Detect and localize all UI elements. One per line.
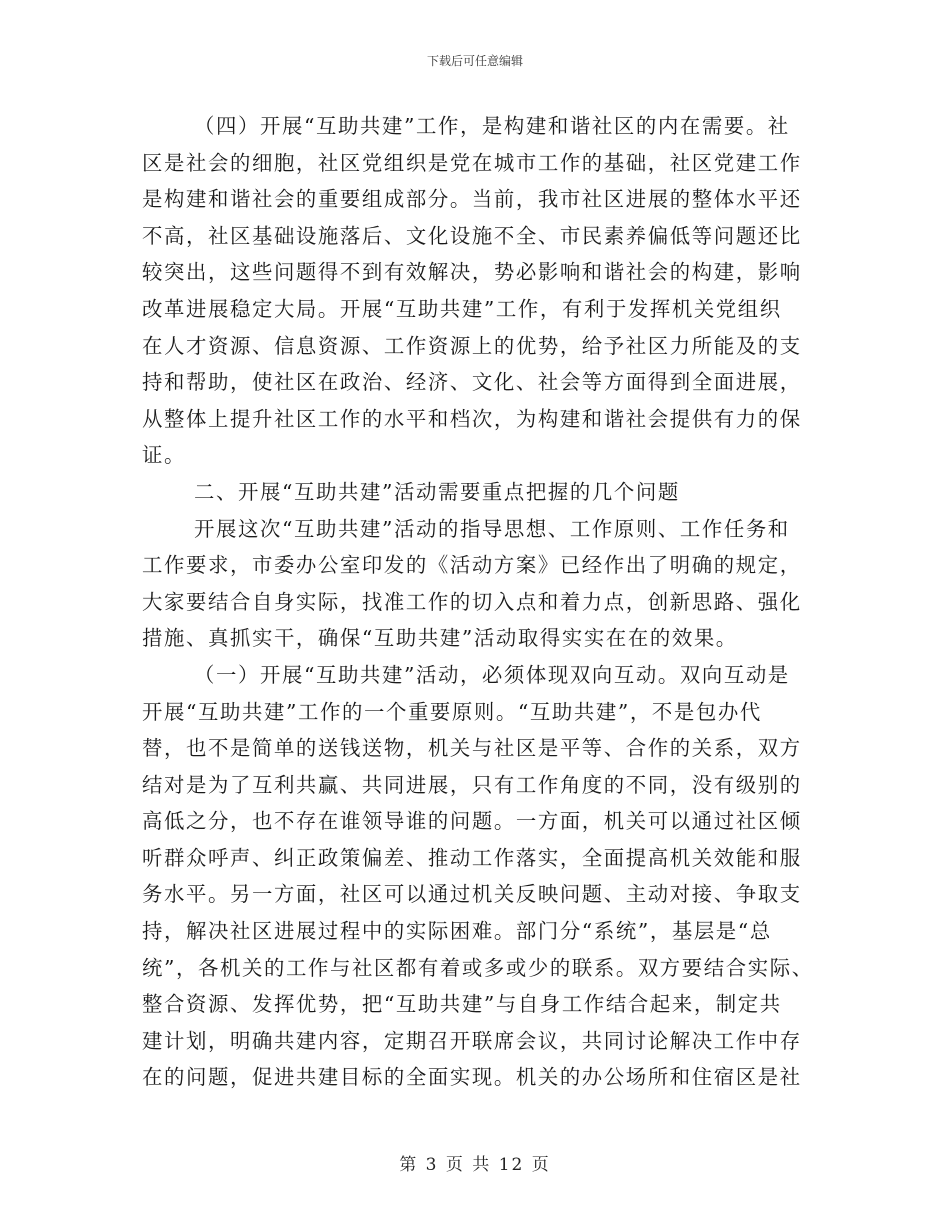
text-line: 持和帮助，使社区在政治、经济、文化、社会等方面得到全面进展，	[142, 370, 802, 395]
text-line: 建计划，明确共建内容，定期召开联席会议，共同讨论解决工作中存	[142, 1028, 802, 1053]
text-line: 替，也不是简单的送钱送物，机关与社区是平等、合作的关系，双方	[142, 736, 802, 761]
text-line: 证。	[142, 443, 186, 468]
text-line: 措施、真抓实干，确保“互助共建”活动取得实实在在的效果。	[142, 626, 738, 651]
paragraph	[142, 474, 812, 511]
text-line: 二、开展“互助共建”活动需要重点把握的几个问题	[194, 479, 680, 504]
document-body	[142, 108, 812, 1096]
text-line: 高低之分，也不存在谁领导谁的问题。一方面，机关可以通过社区倾	[142, 809, 802, 834]
paragraph	[142, 657, 812, 1096]
text-line: 开展这次“互助共建”活动的指导思想、工作原则、工作任务和	[194, 516, 790, 541]
text-line: 开展“互助共建”工作的一个重要原则。“互助共建”，不是包办代	[142, 699, 762, 724]
page-number-footer: 第 3 页 共 12 页	[399, 1155, 551, 1175]
text-line: 结对是为了互利共赢、共同进展，只有工作角度的不同，没有级别的	[142, 772, 802, 797]
paragraph	[142, 108, 812, 474]
text-line: 大家要结合自身实际，找准工作的切入点和着力点，创新思路、强化	[142, 589, 802, 614]
text-line: 不高，社区基础设施落后、文化设施不全、市民素养偏低等问题还比	[142, 223, 802, 248]
text-line: 在人才资源、信息资源、工作资源上的优势，给予社区力所能及的支	[142, 333, 802, 358]
text-line: 在的问题，促进共建目标的全面实现。机关的办公场所和住宿区是社	[142, 1065, 802, 1090]
text-line: 较突出，这些问题得不到有效解决，势必影响和谐社会的构建，影响	[142, 260, 802, 285]
paragraph	[142, 511, 812, 657]
text-line: 是构建和谐社会的重要组成部分。当前，我市社区进展的整体水平还	[142, 187, 802, 212]
text-line: 务水平。另一方面，社区可以通过机关反映问题、主动对接、争取支	[142, 882, 802, 907]
text-line: 工作要求，市委办公室印发的《活动方案》已经作出了明确的规定，	[142, 553, 802, 578]
text-line: 改革进展稳定大局。开展“互助共建”工作，有利于发挥机关党组织	[142, 296, 782, 321]
text-line: 整合资源、发挥优势，把“互助共建”与自身工作结合起来，制定共	[142, 992, 782, 1017]
text-line: 从整体上提升社区工作的水平和档次，为构建和谐社会提供有力的保	[142, 406, 802, 431]
text-line: （四）开展“互助共建”工作，是构建和谐社区的内在需要。社	[194, 114, 790, 138]
text-line: 听群众呼声、纠正政策偏差、推动工作落实，全面提高机关效能和服	[142, 845, 802, 870]
page-header: 下载后可任意编辑	[426, 54, 523, 68]
text-line: 持，解决社区进展过程中的实际困难。部门分“系统”，基层是“总	[142, 919, 772, 944]
text-line: 区是社会的细胞，社区党组织是党在城市工作的基础，社区党建工作	[142, 150, 802, 175]
text-line: （一）开展“互助共建”活动，必须体现双向互动。双向互动是	[194, 662, 790, 687]
text-line: 统”，各机关的工作与社区都有着或多或少的联系。双方要结合实际、	[142, 955, 814, 980]
